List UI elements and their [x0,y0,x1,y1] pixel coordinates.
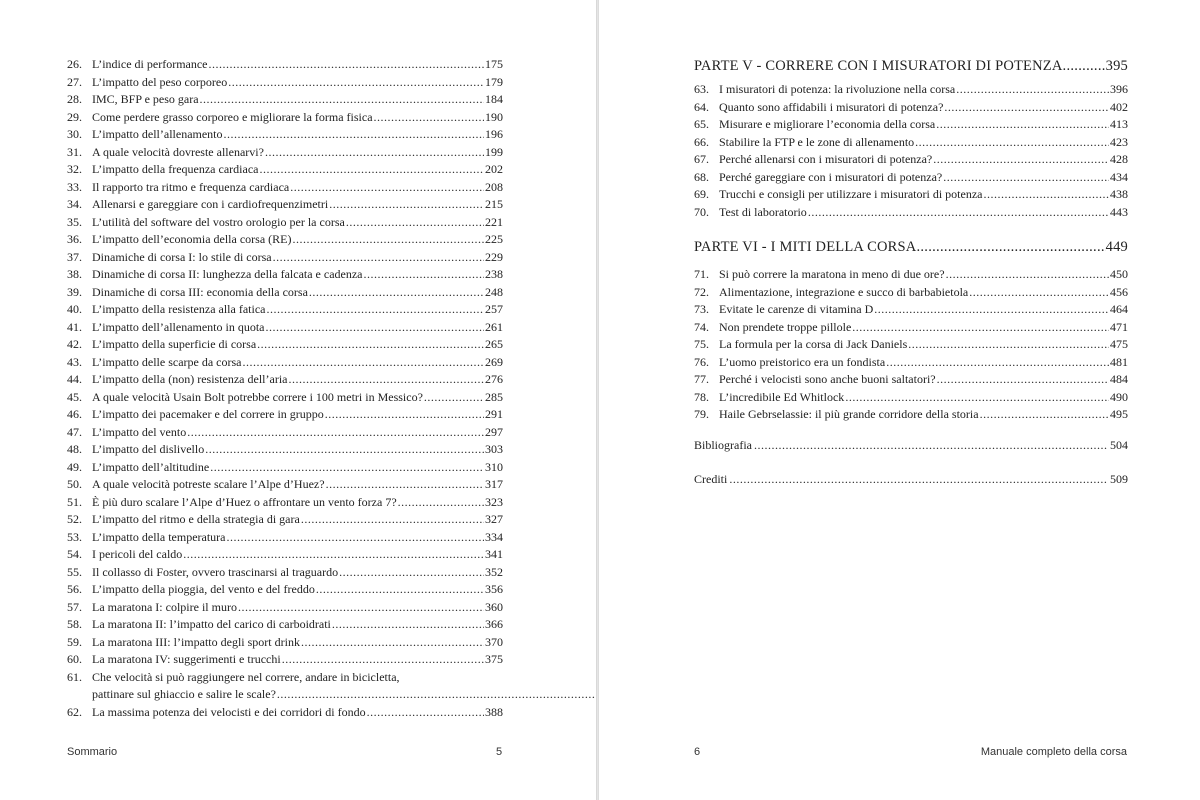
entry-title: I pericoli del caldo [92,547,183,561]
entry-title: L’impatto della temperatura [92,529,226,544]
entry-number: 48. [67,442,82,456]
dot-leader [309,284,484,302]
entry-title: IMC, BFP e peso gara [92,92,199,106]
dot-leader [908,336,1109,354]
toc-entry[interactable] [67,424,503,442]
dot-leader [915,134,1109,152]
entry-title: La formula per la corsa di Jack Daniels [719,337,908,351]
entry-title: La maratona IV: suggerimenti e trucchi [92,652,281,666]
entry-number: 62. [67,704,82,719]
dot-leader [210,459,484,477]
entry-number: 41. [67,319,82,334]
toc-entry[interactable] [67,109,503,127]
entry-page: 402 [1110,99,1128,114]
entry-page: 490 [1110,389,1128,404]
dot-leader [266,319,484,337]
entry-number: 70. [694,204,709,219]
entry-page: 388 [485,704,503,719]
dot-leader [187,424,484,442]
toc-entry[interactable] [67,214,503,232]
entry-page: 248 [485,284,503,299]
entry-number: 32. [67,162,82,176]
toc-entry[interactable] [694,354,1128,372]
footer-page-number: 6 [694,746,701,758]
entry-page: 428 [1110,152,1128,166]
entry-page: 360 [485,599,503,614]
toc-entry[interactable] [67,406,503,424]
toc-entry[interactable] [694,389,1128,407]
entry-number: 76. [694,354,709,369]
toc-entry[interactable] [694,406,1128,424]
toc-entry[interactable] [694,116,1128,134]
entry-number: 35. [67,214,82,229]
entry-title: L’impatto dell’altitudine [92,459,210,474]
entry-number: 65. [694,117,709,131]
entry-title: Alimentazione, integrazione e succo di barbabietola [719,284,969,299]
entry-title: La maratona I: colpire il muro [92,599,237,614]
entry-number: 46. [67,407,82,421]
entry-title: L’impatto della pioggia, del vento e del freddo [92,582,315,596]
entry-page: 196 [485,127,503,141]
entry-page: 323 [485,494,503,509]
toc-entry[interactable] [694,134,1128,152]
entry-title: A quale velocità potreste scalare l’Alpe d’Huez? [92,477,325,491]
dot-leader [980,406,1109,424]
toc-entry[interactable] [67,599,503,617]
entry-page: 317 [485,477,503,491]
entry-number: 69. [694,187,709,201]
entry-title: Non prendete troppe pillole [719,319,852,334]
entry-page: 375 [485,652,503,666]
dot-leader [729,471,1108,489]
entry-page: 208 [485,179,503,194]
entry-title: L’utilità del software del vostro orologio per la corsa [92,214,345,229]
footer-page-number: 5 [496,746,503,758]
left-page [0,0,596,800]
toc-entry[interactable] [67,126,503,144]
entry-title: L’impatto del dislivello [92,442,205,456]
entry-number: 66. [694,134,709,149]
dot-leader [332,616,484,634]
toc-entry[interactable] [67,319,503,337]
entry-title: L’impatto dei pacemaker e del correre in gruppo [92,407,324,421]
entry-title: Come perdere grasso corporeo e migliorare la forma fisica [92,109,373,124]
dot-leader [874,301,1109,319]
entry-page: 366 [485,617,503,631]
toc-entry[interactable] [67,91,503,109]
toc-entry[interactable] [694,336,1128,354]
footer-book-title: Manuale completo della corsa [980,746,1127,758]
entry-number: 79. [694,407,709,421]
dot-leader [243,354,485,372]
entry-number: 50. [67,477,82,491]
entry-page: 356 [485,582,503,596]
dot-leader [937,371,1109,389]
entry-title: Dinamiche di corsa II: lunghezza della falcata e cadenza [92,267,363,281]
toc-entry-bibliografia[interactable] [694,437,1128,455]
toc-left-entries [67,56,503,669]
part-heading-6[interactable] [694,237,1128,257]
toc-entry[interactable] [67,441,503,459]
entry-number: 68. [694,169,709,184]
entry-page: 484 [1110,372,1128,386]
dot-leader [200,91,484,109]
dot-leader [424,389,484,407]
dot-leader [205,441,484,459]
dot-leader [228,74,484,92]
entry-page: 450 [1110,267,1128,281]
toc-entry[interactable] [694,81,1128,99]
part6-entries [694,266,1128,424]
entry-title: L’impatto della superficie di corsa [92,337,257,351]
toc-entry[interactable] [67,651,503,669]
entry-number: 44. [67,372,82,386]
dot-leader [916,237,1105,257]
entry-page: 423 [1110,134,1128,149]
dot-leader [946,266,1109,284]
entry-title: Allenarsi e gareggiare con i cardiofrequenzimetri [92,197,329,211]
dot-leader [944,99,1109,117]
entry-title: L’indice di performance [92,57,208,71]
dot-leader [282,651,484,669]
entry-page: 434 [1110,169,1128,184]
dot-leader [754,437,1108,455]
dot-leader [326,476,484,494]
dot-leader [301,634,484,652]
entry-title: La maratona II: l’impatto del carico di carboidrati [92,617,331,631]
toc-entry[interactable] [67,546,503,564]
entry-number: 64. [694,99,709,114]
dot-leader [969,284,1109,302]
dot-leader [266,301,484,319]
entry-page: 396 [1110,82,1128,96]
entry-number: 51. [67,494,82,509]
entry-page: 285 [485,389,503,404]
entry-page: 438 [1110,187,1128,201]
entry-number: 37. [67,249,82,264]
entry-page: 276 [485,372,503,386]
dot-leader [364,266,484,284]
dot-leader [316,581,484,599]
entry-page: 413 [1110,117,1128,131]
dot-leader [257,336,484,354]
dot-leader [288,371,484,389]
entry-number: 78. [694,389,709,404]
entry-number: 26. [67,57,82,71]
entry-number: 47. [67,424,82,439]
dot-leader [943,169,1109,187]
entry-title: Perché allenarsi con i misuratori di potenza? [719,152,933,166]
toc-entry[interactable] [67,249,503,267]
dot-leader [183,546,484,564]
dot-leader [290,179,484,197]
entry-title: Evitate le carenze di vitamina D [719,302,874,316]
dot-leader [374,109,484,127]
entry-number: 52. [67,512,82,526]
part-page: 449 [1105,239,1128,255]
entry-page: 303 [485,442,503,456]
toc-entry[interactable] [67,144,503,162]
entry-title: L’incredibile Ed Whitlock [719,389,845,404]
toc-left [67,56,503,721]
toc-entry[interactable] [67,634,503,652]
entry-number: 77. [694,372,709,386]
dot-leader [325,406,484,424]
entry-page: 310 [485,459,503,474]
entry-number: 42. [67,337,82,351]
entry-title: A quale velocità dovreste allenarvi? [92,144,264,159]
toc-entry-62[interactable] [67,704,503,722]
toc-entry[interactable] [694,284,1128,302]
toc-entry[interactable] [67,266,503,284]
entry-title: L’impatto del ritmo e della strategia di gara [92,512,300,526]
entry-page: 352 [485,564,503,579]
entry-page: 509 [1110,472,1128,486]
toc-entry[interactable] [67,231,503,249]
entry-number: 36. [67,232,82,246]
toc-entry[interactable] [694,169,1128,187]
toc-entry[interactable] [694,371,1128,389]
entry-title: Crediti [694,472,728,486]
entry-number: 61. [67,669,82,684]
toc-entry-61[interactable] [67,669,503,704]
dot-leader [983,186,1109,204]
dot-leader [936,116,1109,134]
dot-leader [852,319,1109,337]
entry-number: 55. [67,564,82,579]
entry-page: 221 [485,214,503,229]
entry-title: L’impatto dell’allenamento [92,127,223,141]
entry-page: 297 [485,424,503,439]
entry-number: 53. [67,529,82,544]
entry-title: Stabilire la FTP e le zone di allenamento [719,134,915,149]
entry-number: 45. [67,389,82,404]
toc-right [694,56,1128,489]
dot-leader [293,231,485,249]
dot-leader [339,564,484,582]
entry-page: 291 [485,407,503,421]
toc-entry[interactable] [67,511,503,529]
toc-entry[interactable] [67,354,503,372]
entry-number: 43. [67,354,82,369]
entry-title: Dinamiche di corsa I: lo stile di corsa [92,249,272,264]
toc-entry[interactable] [67,336,503,354]
dot-leader [238,599,484,617]
entry-number: 75. [694,337,709,351]
entry-title: Test di laboratorio [719,204,807,219]
entry-number: 63. [694,82,709,96]
entry-page: 504 [1110,437,1128,452]
dot-leader [259,161,484,179]
entry-page: 190 [485,109,503,124]
dot-leader [933,151,1109,169]
dot-leader [265,144,484,162]
entry-page: 370 [485,634,503,649]
entry-page: 269 [485,354,503,369]
entry-title: L’impatto delle scarpe da corsa [92,354,242,369]
entry-title: Misurare e migliorare l’economia della corsa [719,117,936,131]
entry-page: 257 [485,302,503,316]
entry-title: L’impatto dell’allenamento in quota [92,319,265,334]
entry-number: 54. [67,547,82,561]
entry-page: 334 [485,529,503,544]
entry-title: Trucchi e consigli per utilizzare i misuratori di potenza [719,187,983,201]
entry-page: 327 [485,512,503,526]
entry-number: 59. [67,634,82,649]
entry-number: 73. [694,302,709,316]
dot-leader [273,249,484,267]
entry-page: 475 [1110,337,1128,351]
entry-title: Il collasso di Foster, ovvero trascinarsi al traguardo [92,564,339,579]
entry-page: 202 [485,162,503,176]
entry-number: 60. [67,652,82,666]
entry-page: 341 [485,547,503,561]
entry-number: 27. [67,74,82,89]
entry-title: Haile Gebrselassie: il più grande corridore della storia [719,407,979,421]
entry-title: L’impatto del peso corporeo [92,74,228,89]
entry-page: 481 [1110,354,1128,369]
toc-entry[interactable] [694,319,1128,337]
entry-page: 215 [485,197,503,211]
toc-entry[interactable] [694,204,1128,222]
entry-page: 443 [1110,204,1128,219]
entry-number: 40. [67,302,82,316]
entry-title: La maratona III: l’impatto degli sport drink [92,634,300,649]
toc-entry[interactable] [694,99,1128,117]
part-page: 395 [1105,58,1128,74]
entry-title: L’impatto dell’economia della corsa (RE) [92,232,292,246]
dot-leader [301,511,484,529]
dot-leader [956,81,1109,99]
entry-title: La massima potenza dei velocisti e dei corridori di fondo [92,704,366,719]
entry-title: Dinamiche di corsa III: economia della corsa [92,284,308,299]
toc-entry[interactable] [67,494,503,512]
part-title: PARTE V - CORRERE CON I MISURATORI DI POTENZA [694,58,1063,74]
entry-title: L’impatto della resistenza alla fatica [92,302,266,316]
entry-page: 199 [485,144,503,159]
dot-leader [209,56,484,74]
entry-number: 34. [67,197,82,211]
entry-title: L’impatto della (non) resistenza dell’aria [92,372,288,386]
entry-number: 57. [67,599,82,614]
entry-number: 30. [67,127,82,141]
entry-title: L’impatto della frequenza cardiaca [92,162,259,176]
toc-entry[interactable] [67,371,503,389]
entry-title-line1: Che velocità si può raggiungere nel correre, andare in bicicletta, [92,669,400,684]
entry-number: 71. [694,267,709,281]
entry-number: 74. [694,319,709,334]
dot-leader [329,196,484,214]
entry-page: 238 [485,267,503,281]
dot-leader [845,389,1109,407]
entry-page: 265 [485,337,503,351]
entry-title: I misuratori di potenza: la rivoluzione nella corsa [719,82,956,96]
toc-entry[interactable] [67,529,503,547]
toc-entry[interactable] [67,56,503,74]
toc-entry[interactable] [67,459,503,477]
entry-title: Perché gareggiare con i misuratori di potenza? [719,169,943,184]
toc-entry[interactable] [694,186,1128,204]
entry-page: 464 [1110,302,1128,316]
entry-page: 456 [1110,284,1128,299]
toc-entry[interactable] [67,581,503,599]
entry-number: 56. [67,582,82,596]
dot-leader [886,354,1109,372]
entry-title: Perché i velocisti sono anche buoni saltatori? [719,372,936,386]
entry-page: 495 [1110,407,1128,421]
entry-page: 225 [485,232,503,246]
entry-title: L’impatto del vento [92,424,187,439]
dot-leader [808,204,1109,222]
dot-leader [224,126,484,144]
entry-number: 38. [67,267,82,281]
entry-title: A quale velocità Usain Bolt potrebbe correre i 100 metri in Messico? [92,389,423,404]
entry-number: 58. [67,617,82,631]
toc-entry[interactable] [67,389,503,407]
entry-page: 471 [1110,319,1128,334]
entry-title: Quanto sono affidabili i misuratori di potenza? [719,99,944,114]
footer-section-label: Sommario [67,746,118,758]
dot-leader [398,494,484,512]
part-heading-5[interactable] [694,56,1128,76]
toc-entry[interactable] [67,616,503,634]
dot-leader [1063,56,1106,76]
entry-number: 29. [67,109,82,124]
toc-entry[interactable] [67,179,503,197]
entry-page: 261 [485,319,503,334]
entry-page: 179 [485,74,503,89]
entry-number: 28. [67,92,82,106]
toc-entry[interactable] [694,151,1128,169]
entry-number: 31. [67,144,82,159]
toc-entry[interactable] [67,74,503,92]
toc-entry[interactable] [67,284,503,302]
entry-number: 49. [67,459,82,474]
entry-title: È più duro scalare l’Alpe d’Huez o affrontare un vento forza 7? [92,494,397,509]
entry-number: 72. [694,284,709,299]
dot-leader [227,529,484,547]
dot-leader [367,704,484,722]
entry-title: Il rapporto tra ritmo e frequenza cardiaca [92,179,290,194]
entry-number: 33. [67,179,82,194]
toc-entry-crediti[interactable] [694,471,1128,489]
toc-entry[interactable] [67,196,503,214]
toc-entry[interactable] [67,476,503,494]
entry-title: Bibliografia [694,437,752,452]
toc-entry[interactable] [67,301,503,319]
entry-page: 229 [485,249,503,264]
dot-leader [346,214,484,232]
toc-entry[interactable] [67,564,503,582]
part5-entries [694,81,1128,221]
entry-page: 184 [485,92,503,106]
entry-page: 175 [485,57,503,71]
toc-entry[interactable] [694,266,1128,284]
toc-entry[interactable] [694,301,1128,319]
part-title: PARTE VI - I MITI DELLA CORSA [694,239,917,255]
entry-title: L’uomo preistorico era un fondista [719,354,886,369]
toc-entry[interactable] [67,161,503,179]
entry-number: 67. [694,152,709,166]
entry-number: 39. [67,284,82,299]
entry-title-line2: pattinare sul ghiaccio e salire le scale? [92,687,276,701]
entry-title: Si può correre la maratona in meno di due ore? [719,267,945,281]
